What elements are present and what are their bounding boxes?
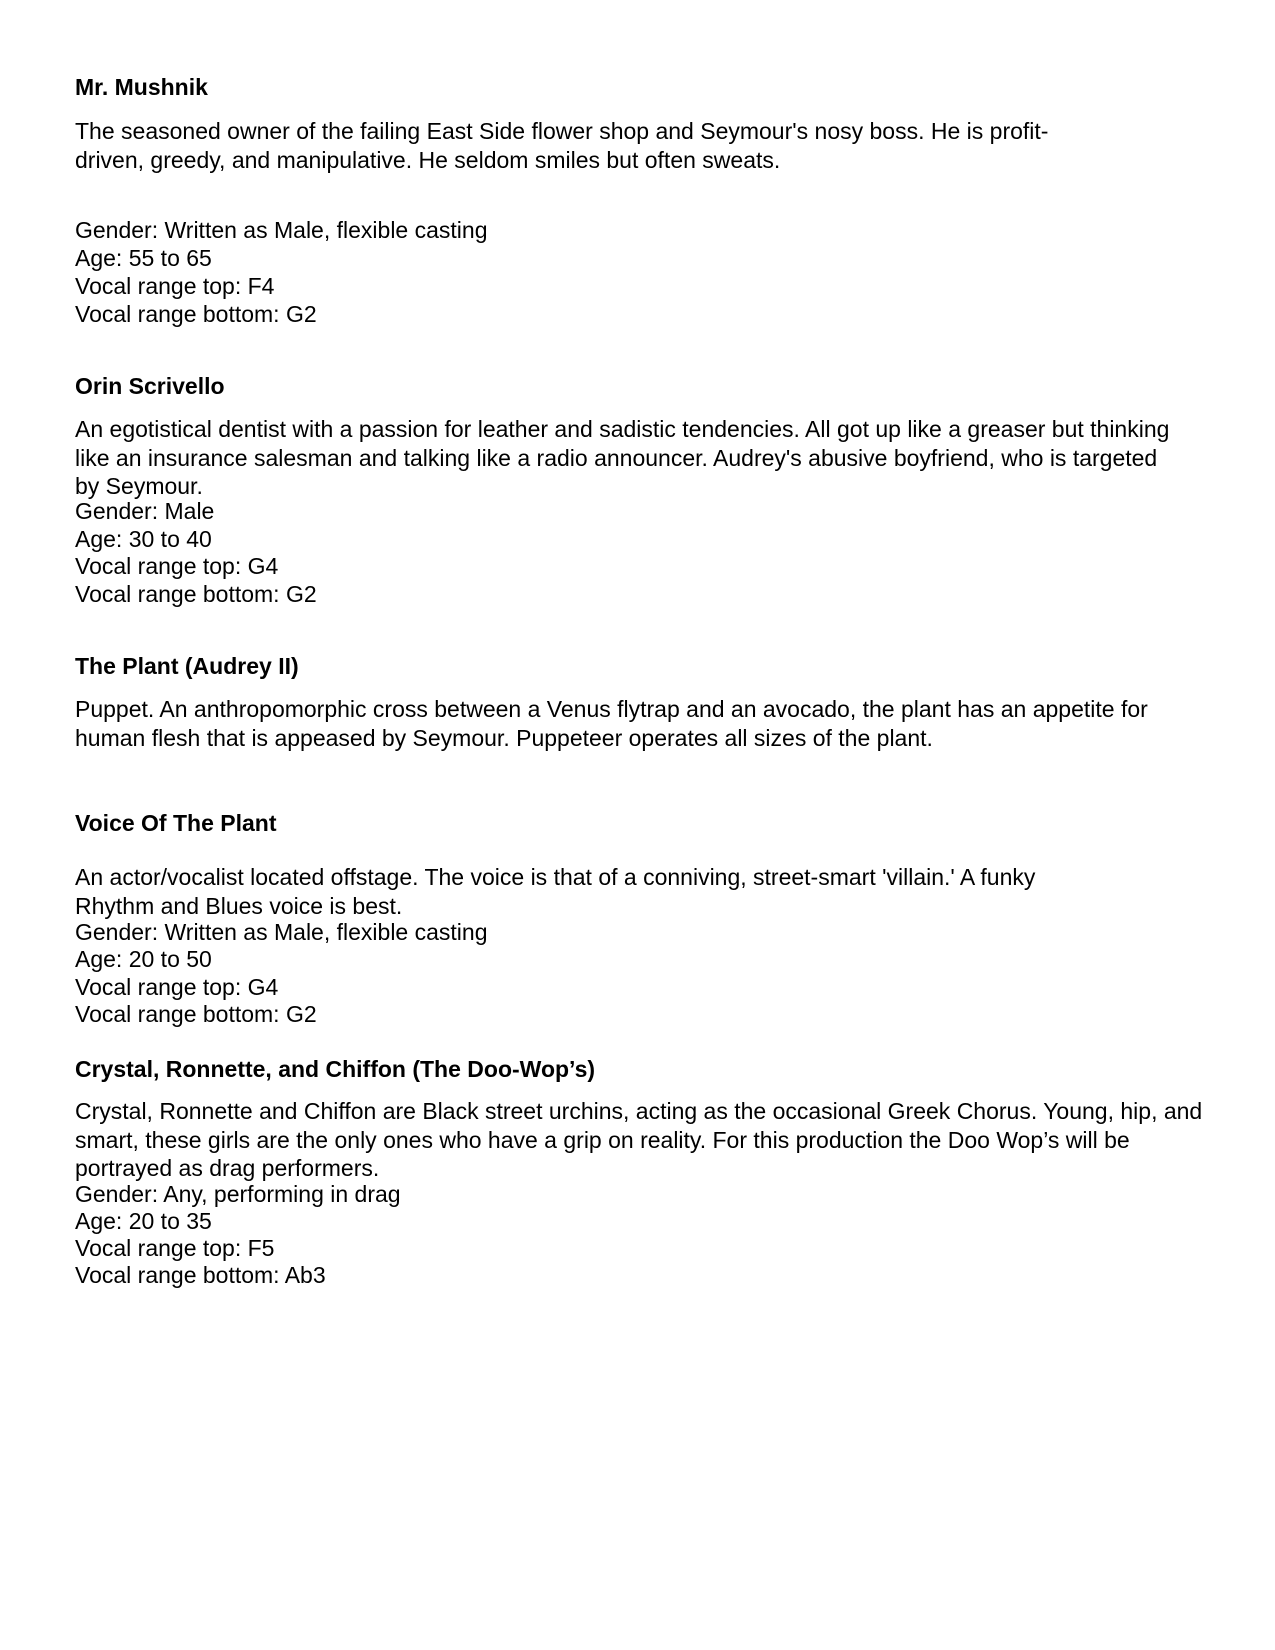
character-description-voice: An actor/vocalist located offstage. The voice is that of a conniving, street-smart 'villain.' A funky Rhythm and Blues voice is best. xyxy=(75,864,1036,919)
character-gender-mushnik: Gender: Written as Male, flexible casting xyxy=(75,217,488,243)
character-name-plant: The Plant (Audrey II) xyxy=(75,653,299,679)
character-vocal-top-orin: Vocal range top: G4 xyxy=(75,553,279,579)
character-age-orin: Age: 30 to 40 xyxy=(75,526,212,552)
character-gender-voice: Gender: Written as Male, flexible casting xyxy=(75,919,488,945)
character-age-voice: Age: 20 to 50 xyxy=(75,946,212,972)
character-gender-doowops: Gender: Any, performing in drag xyxy=(75,1181,401,1207)
character-description-mushnik: The seasoned owner of the failing East Side flower shop and Seymour's nosy boss. He is profit-driven, greedy, and manipulative. He seldom smiles but often sweats. xyxy=(75,118,1049,173)
character-age-mushnik: Age: 55 to 65 xyxy=(75,245,212,271)
character-name-doowops: Crystal, Ronnette, and Chiffon (The Doo-Wop’s) xyxy=(75,1056,596,1082)
character-description-plant: Puppet. An anthropomorphic cross between a Venus flytrap and an avocado, the plant has an appetite for human flesh that is appeased by Seymour. Puppeteer operates all sizes of the plant. xyxy=(75,696,1148,751)
character-description-orin: An egotistical dentist with a passion for leather and sadistic tendencies. All got up like a greaser but thinking like an insurance salesman and talking like a radio announcer. Audrey's abusive boyfriend, who is targeted by Seymour. xyxy=(75,416,1170,499)
character-vocal-top-doowops: Vocal range top: F5 xyxy=(75,1235,275,1261)
character-name-mushnik: Mr. Mushnik xyxy=(75,74,208,100)
character-vocal-bottom-voice: Vocal range bottom: G2 xyxy=(75,1001,317,1027)
character-vocal-top-mushnik: Vocal range top: F4 xyxy=(75,273,275,299)
character-description-doowops: Crystal, Ronnette and Chiffon are Black street urchins, acting as the occasional Greek Chorus. Young, hip, and smart, these girls are the only ones who have a grip on reality. For this production the Doo Wop’s will be portrayed as drag performers. xyxy=(75,1098,1203,1181)
character-age-doowops: Age: 20 to 35 xyxy=(75,1208,212,1234)
character-name-orin: Orin Scrivello xyxy=(75,373,225,399)
character-gender-orin: Gender: Male xyxy=(75,498,215,524)
character-vocal-bottom-doowops: Vocal range bottom: Ab3 xyxy=(75,1262,326,1288)
character-vocal-top-voice: Vocal range top: G4 xyxy=(75,974,279,1000)
character-vocal-bottom-orin: Vocal range bottom: G2 xyxy=(75,581,317,607)
character-vocal-bottom-mushnik: Vocal range bottom: G2 xyxy=(75,301,317,327)
character-name-voice: Voice Of The Plant xyxy=(75,810,277,836)
